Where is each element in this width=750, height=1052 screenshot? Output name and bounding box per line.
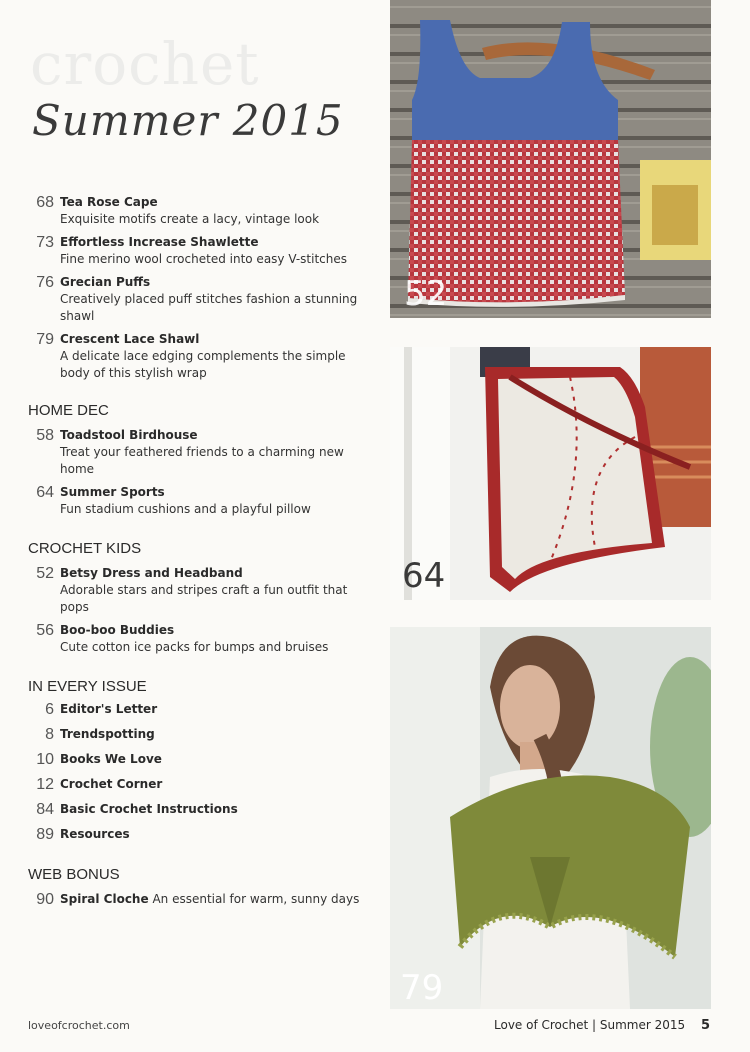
entry-title: Crescent Lace Shawl	[60, 332, 200, 346]
entry-desc: A delicate lace edging complements the simple body of this stylish wrap	[60, 349, 346, 380]
entry-title: Basic Crochet Instructions	[60, 802, 238, 816]
shawl-illustration	[390, 627, 711, 1009]
photo-page-number: 52	[404, 274, 448, 314]
entry-title: Betsy Dress and Headband	[60, 566, 243, 580]
toc-entry[interactable]	[28, 194, 368, 228]
masthead-ghost: crochet	[30, 30, 260, 98]
entry-title: Resources	[60, 827, 130, 841]
photo-summer-sports	[390, 347, 711, 600]
entry-title: Boo-boo Buddies	[60, 623, 175, 637]
entry-page: 84	[36, 801, 54, 818]
section-heading: IN EVERY ISSUE	[28, 678, 147, 695]
entry-desc: Fine merino wool crocheted into easy V-stitches	[60, 252, 348, 266]
section-heading: WEB BONUS	[28, 866, 120, 883]
toc-entry[interactable]	[28, 484, 368, 518]
entry-title: Toadstool Birdhouse	[60, 428, 198, 442]
toc-section-crochet-kids	[28, 540, 368, 656]
entry-page: 79	[36, 331, 54, 348]
photo-page-number: 64	[402, 556, 446, 596]
entry-desc: Cute cotton ice packs for bumps and bruises	[60, 640, 329, 654]
toc-entry[interactable]	[28, 565, 368, 616]
photo-crescent-lace-shawl	[390, 627, 711, 1009]
toc-entry[interactable]	[28, 891, 368, 909]
entry-title: Trendspotting	[60, 727, 155, 741]
entry-page: 64	[36, 484, 54, 501]
section-heading: HOME DEC	[28, 402, 109, 419]
entry-page: 56	[36, 622, 54, 639]
entry-desc: Adorable stars and stripes craft a fun outfit that pops	[60, 583, 348, 614]
toc-entry[interactable]	[28, 726, 368, 744]
table-of-contents	[28, 194, 368, 915]
entry-title: Summer Sports	[60, 485, 165, 499]
toc-entry[interactable]	[28, 701, 368, 719]
toc-section-home-dec	[28, 402, 368, 518]
entry-page: 90	[36, 891, 54, 908]
toc-entry[interactable]	[28, 274, 368, 325]
toc-entry[interactable]	[28, 776, 368, 794]
entry-title: Crochet Corner	[60, 777, 163, 791]
entry-page: 76	[36, 274, 54, 291]
entry-page: 6	[45, 701, 54, 718]
entry-desc: An essential for warm, sunny days	[152, 892, 360, 906]
toc-entry[interactable]	[28, 234, 368, 268]
entry-title: Editor's Letter	[60, 702, 158, 716]
entry-page: 68	[36, 194, 54, 211]
toc-entry[interactable]	[28, 801, 368, 819]
toc-section-in-every-issue	[28, 678, 368, 844]
entry-desc: Treat your feathered friends to a charming new home	[60, 445, 344, 476]
toc-entry[interactable]	[28, 427, 368, 478]
footer-website: loveofcrochet.com	[28, 1019, 130, 1032]
toc-section-web-bonus	[28, 866, 368, 909]
issue-title: Summer 2015	[32, 96, 344, 145]
entry-page: 52	[36, 565, 54, 582]
entry-title: Effortless Increase Shawlette	[60, 235, 259, 249]
entry-title: Books We Love	[60, 752, 162, 766]
entry-title: Grecian Puffs	[60, 275, 151, 289]
footer-magazine-label: Love of Crochet | Summer 2015	[494, 1018, 686, 1032]
page-number: 5	[700, 1018, 710, 1033]
entry-desc: Creatively placed puff stitches fashion a stunning shawl	[60, 292, 358, 323]
toc-entry[interactable]	[28, 331, 368, 382]
toc-entry[interactable]	[28, 622, 368, 656]
footer-magazine	[494, 1018, 710, 1033]
entry-title: Tea Rose Cape	[60, 195, 158, 209]
entry-page: 8	[45, 726, 54, 743]
toc-top-group	[28, 194, 368, 382]
entry-page: 73	[36, 234, 54, 251]
entry-page: 12	[36, 776, 54, 793]
photo-page-number: 79	[400, 968, 444, 1008]
section-heading: CROCHET KIDS	[28, 540, 142, 557]
entry-page: 10	[36, 751, 54, 768]
entry-page: 58	[36, 427, 54, 444]
toc-entry[interactable]	[28, 751, 368, 769]
entry-desc: Exquisite motifs create a lacy, vintage look	[60, 212, 320, 226]
baseball-bag-illustration	[390, 347, 711, 600]
entry-page: 89	[36, 826, 54, 843]
dress-illustration	[390, 0, 711, 318]
entry-title: Spiral Cloche	[60, 892, 149, 906]
photo-betsy-dress	[390, 0, 711, 318]
entry-desc: Fun stadium cushions and a playful pillow	[60, 502, 311, 516]
toc-entry[interactable]	[28, 826, 368, 844]
